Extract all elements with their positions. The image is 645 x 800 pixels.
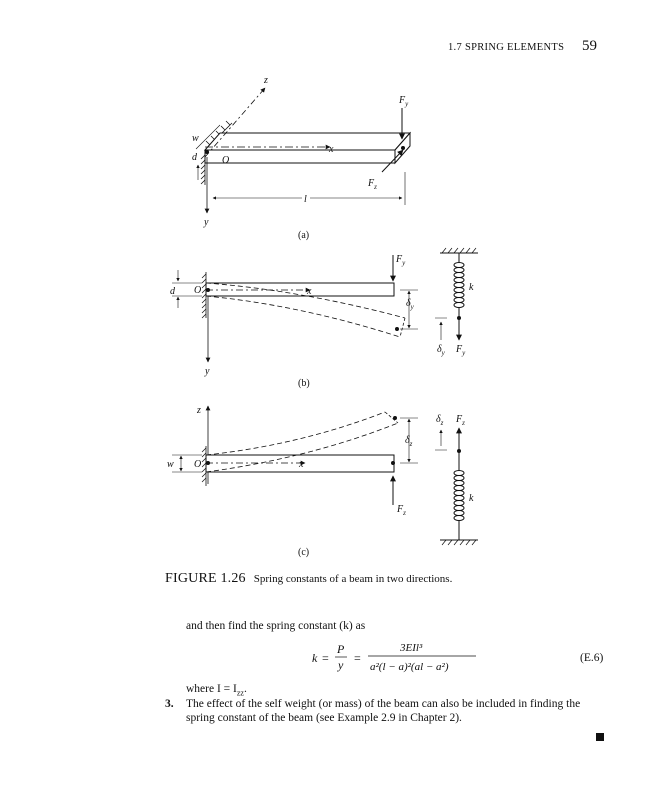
figure-caption: [165, 570, 452, 587]
svg-text:Fz: [455, 414, 465, 427]
fz-sub-c: z: [403, 509, 406, 517]
fy-sub-a: y: [405, 100, 409, 108]
f-spring-c: F: [456, 414, 463, 425]
where-line: [186, 683, 247, 697]
delta-label-b: δ: [406, 298, 411, 309]
panel-b: [170, 248, 478, 389]
w-label-c: w: [167, 459, 174, 470]
z-label-c: z: [197, 405, 201, 416]
panel-a: [192, 75, 410, 241]
k-label-b: k: [469, 282, 474, 293]
panel-b-label: (b): [298, 378, 310, 389]
x-label-a: x: [329, 144, 334, 155]
spring-b: [435, 248, 478, 357]
x-label-c: x: [299, 459, 304, 470]
z-label-a: z: [264, 75, 268, 86]
delta-spring-sub-c: z: [440, 419, 444, 427]
delta-label-c: δ: [405, 435, 410, 446]
panel-c: [167, 405, 478, 558]
x-label-b: x: [307, 286, 312, 297]
eq-frac1-num: P: [337, 642, 345, 656]
eq-sign-1: =: [322, 651, 329, 665]
panel-c-label: (c): [298, 547, 310, 558]
svg-text:δz: [436, 414, 444, 427]
svg-text:δz: [405, 435, 413, 448]
spring-c: [435, 414, 478, 545]
d-label-a: d: [192, 152, 197, 163]
fy-sub-b: y: [402, 259, 406, 267]
delta-sub-c: z: [409, 440, 413, 448]
k-label-c: k: [469, 493, 474, 504]
delta-spring-b: δ: [437, 344, 442, 355]
delta-sub-b: y: [410, 303, 414, 311]
where-suffix: .: [243, 683, 247, 695]
svg-text:Fy: [395, 254, 406, 267]
svg-text:Fz: [396, 504, 406, 517]
eq-frac2-den: a²(l − a)²(al − a²): [370, 661, 449, 673]
where-prefix: where I = I: [186, 683, 237, 695]
intro-paragraph: and then find the spring constant (k) as: [186, 620, 366, 632]
beam-a: [205, 133, 410, 163]
d-label-b: d: [170, 286, 175, 297]
fy-label-b: F: [396, 254, 403, 265]
svg-text:Fz: [367, 178, 377, 191]
origin-a: O: [222, 155, 230, 166]
y-label-b: y: [205, 366, 210, 377]
delta-spring-c: δ: [436, 414, 441, 425]
item-text: The effect of the self weight (or mass) of the beam can also be included in finding the spring constant of the beam (see Example 2.9 in Chapter 2).: [186, 698, 581, 724]
where-sub: zz: [236, 688, 244, 698]
fz-sub-a: z: [374, 183, 377, 191]
eq-lhs: k: [312, 651, 318, 665]
origin-c: O: [194, 459, 202, 470]
eq-sign-2: =: [354, 651, 361, 665]
page-number: 59: [582, 38, 597, 54]
fz-label-a: F: [368, 178, 375, 189]
f-spring-sub-b: y: [462, 349, 466, 357]
svg-text:δy: [437, 344, 446, 357]
figure-caption-text: Spring constants of a beam in two directions.: [253, 573, 453, 585]
figure-label: FIGURE 1.26: [165, 571, 246, 586]
fz-label-c: F: [397, 504, 404, 515]
w-label-a: w: [192, 133, 199, 144]
eq-frac2-num: 3EIl³: [400, 642, 423, 654]
f-spring-sub-c: z: [462, 419, 465, 427]
svg-text:Fy: [455, 344, 466, 357]
running-header: 1.7 SPRING ELEMENTS: [448, 42, 565, 53]
length-label-a: l: [304, 194, 307, 205]
equation-e6: [312, 638, 512, 678]
origin-b: O: [194, 285, 202, 296]
panel-a-label: (a): [298, 230, 310, 241]
end-of-example-mark: [596, 733, 604, 741]
y-label-a: y: [204, 217, 209, 228]
delta-spring-sub-b: y: [441, 349, 445, 357]
fy-label-a: F: [399, 95, 406, 106]
item-number: 3.: [165, 698, 174, 710]
f-spring-b: F: [456, 344, 463, 355]
equation-number: (E.6): [580, 652, 604, 664]
svg-text:δy: [406, 298, 415, 311]
svg-text:Fy: [398, 95, 409, 108]
eq-frac1-den: y: [338, 658, 344, 672]
